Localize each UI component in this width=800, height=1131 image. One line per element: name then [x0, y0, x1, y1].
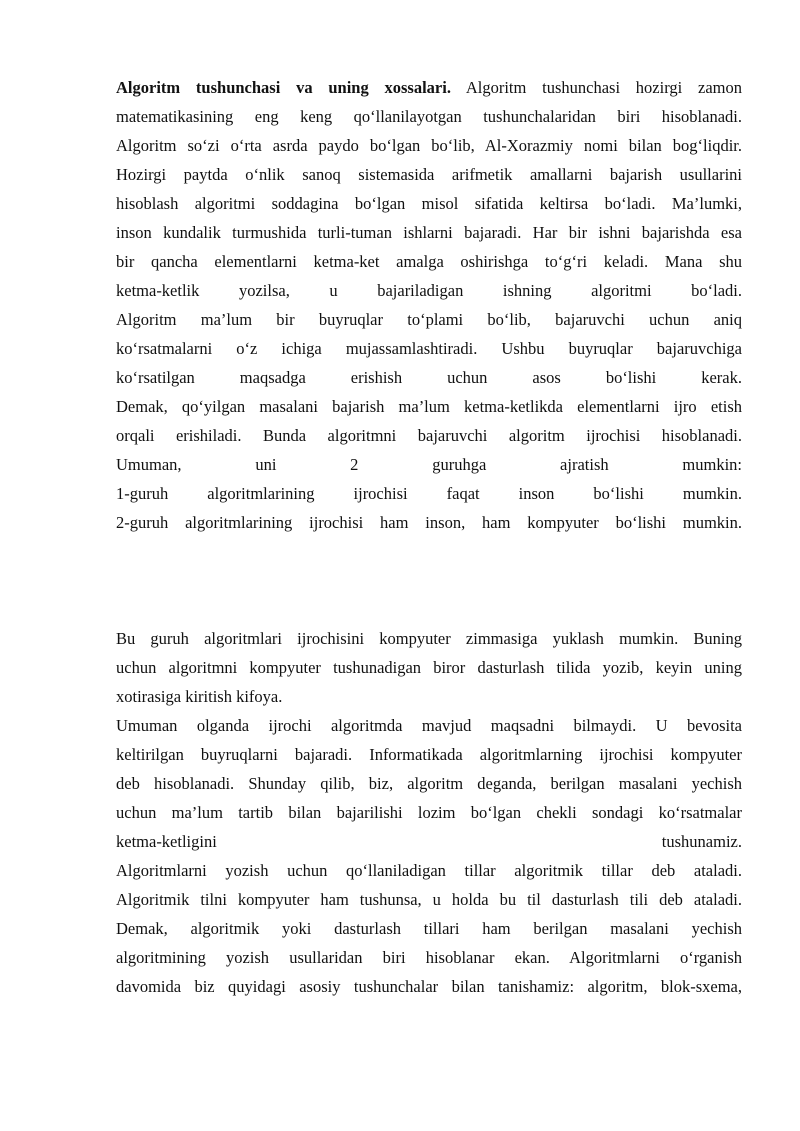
text-line: Demak, algoritmik yoki dasturlash tillari ham berilgan masalani yechish — [116, 919, 742, 938]
text-line: orqali erishiladi. Bunda algoritmni bajaruvchi algoritm ijrochisi hisoblanadi. — [116, 426, 742, 445]
text-line: matematikasining eng keng qo‘llanilayotgan tushunchalaridan biri hisoblanadi. — [116, 107, 742, 126]
section-heading: Algoritm tushunchasi va uning xossalari. — [116, 78, 451, 97]
text-line: ketma-ketligini tushunamiz. — [116, 832, 742, 851]
text-line: 1-guruh algoritmlarining ijrochisi faqat inson bo‘lishi mumkin. — [116, 484, 742, 503]
text-line: Umuman, uni 2 guruhga ajratish mumkin: — [116, 455, 742, 474]
text-line: uchun ma’lum tartib bilan bajarilishi lozim bo‘lgan chekli sondagi ko‘rsatmalar — [116, 803, 742, 822]
text-line: Demak, qo‘yilgan masalani bajarish ma’lum ketma-ketlikda elementlarni ijro etish — [116, 397, 742, 416]
text-run: Algoritm tushunchasi hozirgi zamon — [465, 78, 743, 97]
text-line: ko‘rsatilgan maqsadga erishish uchun asos bo‘lishi kerak. — [116, 368, 742, 387]
text-line: 2-guruh algoritmlarining ijrochisi ham inson, ham kompyuter bo‘lishi mumkin. — [116, 513, 742, 532]
text-line: inson kundalik turmushida turli-tuman ishlarni bajaradi. Har bir ishni bajarishda esa — [116, 223, 742, 242]
text-line: ko‘rsatmalarni o‘z ichiga mujassamlashtiradi. Ushbu buyruqlar bajaruvchiga — [116, 339, 742, 358]
text-line: bir qancha elementlarni ketma-ket amalga oshirishga to‘g‘ri keladi. Mana shu — [116, 252, 742, 271]
text-line: deb hisoblanadi. Shunday qilib, biz, algoritm deganda, berilgan masalani yechish — [116, 774, 742, 793]
text-line: ketma-ketlik yozilsa, u bajariladigan ishning algoritmi bo‘ladi. — [116, 281, 742, 300]
text-line: Umuman olganda ijrochi algoritmda mavjud maqsadni bilmaydi. U bevosita — [116, 716, 742, 735]
text-line: Algoritmlarni yozish uchun qo‘llaniladigan tillar algoritmik tillar deb ataladi. — [116, 861, 742, 880]
text-line: Algoritm so‘zi o‘rta asrda paydo bo‘lgan bo‘lib, Al-Xorazmiy nomi bilan bog‘liqdir. — [116, 136, 742, 155]
text-line: Algoritmik tilni kompyuter ham tushunsa, u holda bu til dasturlash tili deb ataladi. — [116, 890, 742, 909]
paragraph-1 — [116, 73, 742, 537]
text-line: keltirilgan buyruqlarni bajaradi. Informatikada algoritmlarning ijrochisi kompyuter — [116, 745, 742, 764]
text-line: Hozirgi paytda o‘nlik sanoq sistemasida arifmetik amallarni bajarish usullarini — [116, 165, 742, 184]
text-line — [116, 73, 742, 102]
text-line: Bu guruh algoritmlari ijrochisini kompyuter zimmasiga yuklash mumkin. Buning — [116, 629, 742, 648]
text-line: xotirasiga kiritish kifoya. — [116, 687, 283, 706]
text-line: algoritmining yozish usullaridan biri hisoblanar ekan. Algoritmlarni o‘rganish — [116, 948, 742, 967]
text-line: uchun algoritmni kompyuter tushunadigan biror dasturlash tilida yozib, keyin uning — [116, 658, 742, 677]
text-line: davomida biz quyidagi asosiy tushunchalar bilan tanishamiz: algoritm, blok-sxema, — [116, 977, 742, 996]
text-line: hisoblash algoritmi soddagina bo‘lgan misol sifatida keltirsa bo‘ladi. Ma’lumki, — [116, 194, 742, 213]
text-line: Algoritm ma’lum bir buyruqlar to‘plami bo‘lib, bajaruvchi uchun aniq — [116, 310, 742, 329]
paragraph-2 — [116, 624, 742, 1001]
